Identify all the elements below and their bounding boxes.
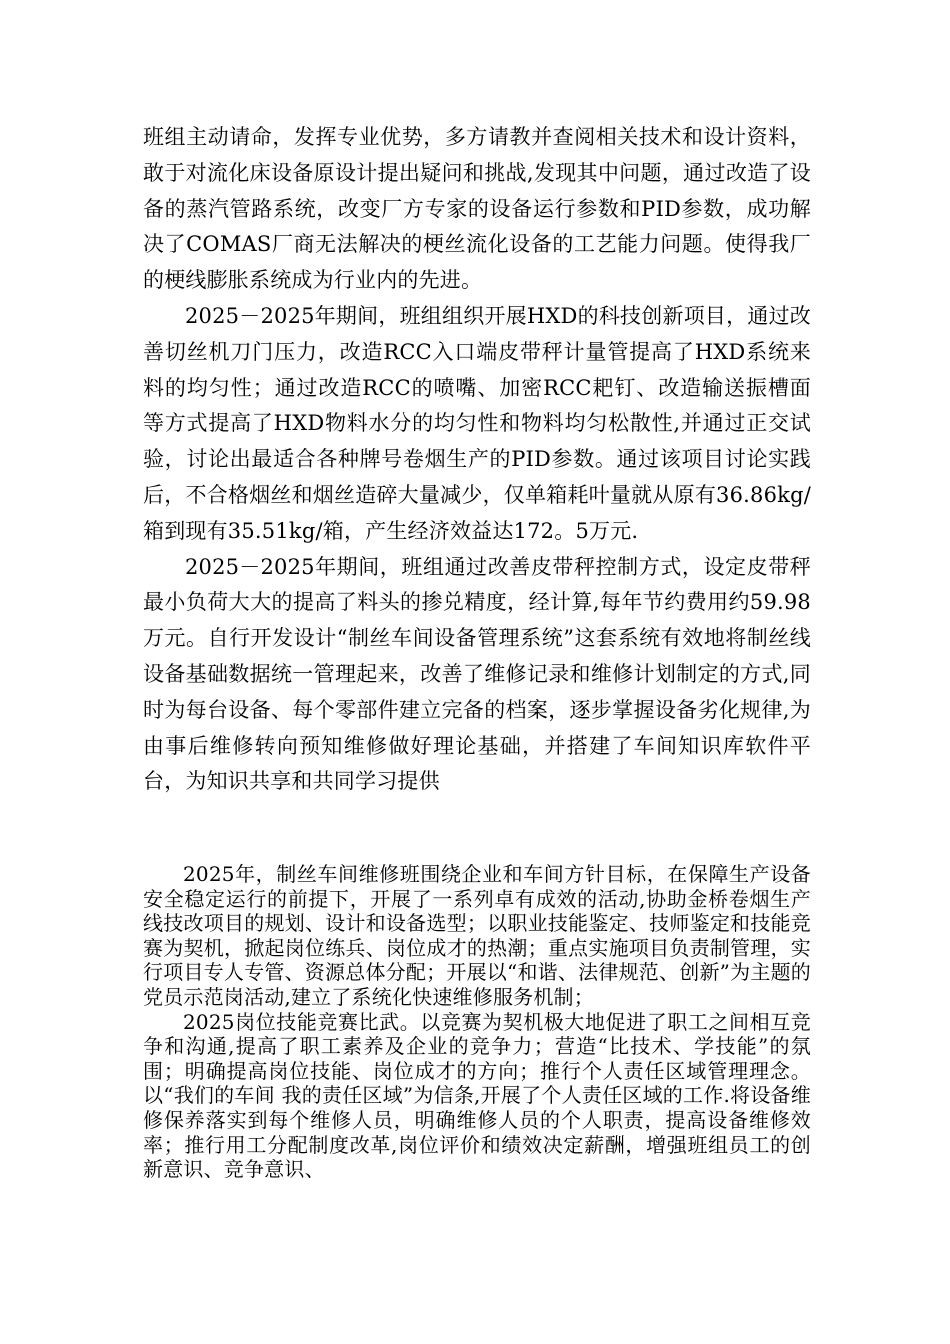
paragraph-maintenance-team: 2025年，制丝车间维修班围绕企业和车间方针目标，在保障生产设备安全稳定运行的前提下，开展了一系列卓有成效的活动,协助金桥卷烟生产线技改项目的规划、设计和设备选型；以职业技能鉴定、技师鉴定和技能竞赛为契机，掀起岗位练兵、岗位成才的热潮；重点实施项目负责制管理，实行项目专人专管、资源总体分配；开展以“和谐、法律规范、创新”为主题的党员示范岗活动,建立了系统化快速维修服务机制； [143,862,811,1009]
paragraph-hxd-project: 2025－2025年期间，班组组织开展HXD的科技创新项目，通过改善切丝机刀门压力，改造RCC入口端皮带秤计量管提高了HXD系统来料的均匀性；通过改造RCC的喷嘴、加密RCC耙钉、改造输送振槽面等方式提高了HXD物料水分的均匀性和物料均匀松散性,并通过正交试验，讨论出最适合各种牌号卷烟生产的PID参数。通过该项目讨论实践后，不合格烟丝和烟丝造碎大量减少，仅单箱耗叶量就从原有36.86kg/箱到现有35.51kg/箱，产生经济效益达172。5万元. [143,303,811,543]
paragraph-belt-scale-system: 2025－2025年期间，班组通过改善皮带秤控制方式，设定皮带秤最小负荷大大的提高了料头的掺兑精度，经计算,每年节约费用约59.98万元。自行开发设计“制丝车间设备管理系统”这套系统有效地将制丝线设备基础数据统一管理起来，改善了维修记录和维修计划制定的方式,同时为每台设备、每个零部件建立完备的档案，逐步掌握设备劣化规律,为由事后维修转向预知维修做好理论基础，并搭建了车间知识库软件平台，为知识共享和共同学习提供 [143,554,811,794]
paragraph-fluid-bed-continuation: 班组主动请命，发挥专业优势，多方请教并查阅相关技术和设计资料，敢于对流化床设备原设计提出疑问和挑战,发现其中问题，通过改造了设备的蒸汽管路系统，改变厂方专家的设备运行参数和PID参数，成功解决了COMAS厂商无法解决的梗丝流化设备的工艺能力问题。使得我厂的梗线膨胀系统成为行业内的先进。 [143,125,811,293]
paragraph-skills-competition: 2025岗位技能竞赛比武。以竞赛为契机极大地促进了职工之间相互竞争和沟通,提高了职工素养及企业的竞争力；营造“比技术、学技能”的氛围；明确提高岗位技能、岗位成才的方向；推行个人责任区域管理理念。以“我们的车间 我的责任区域”为信条,开展了个人责任区域的工作.将设备维修保养落实到每个维修人员，明确维修人员的个人职责，提高设备维修效率；推行用工分配制度改革,岗位评价和绩效决定薪酬，增强班组员工的创新意识、竞争意识、 [143,1009,811,1182]
main-text-block [143,120,811,800]
secondary-text-block [143,862,811,1182]
